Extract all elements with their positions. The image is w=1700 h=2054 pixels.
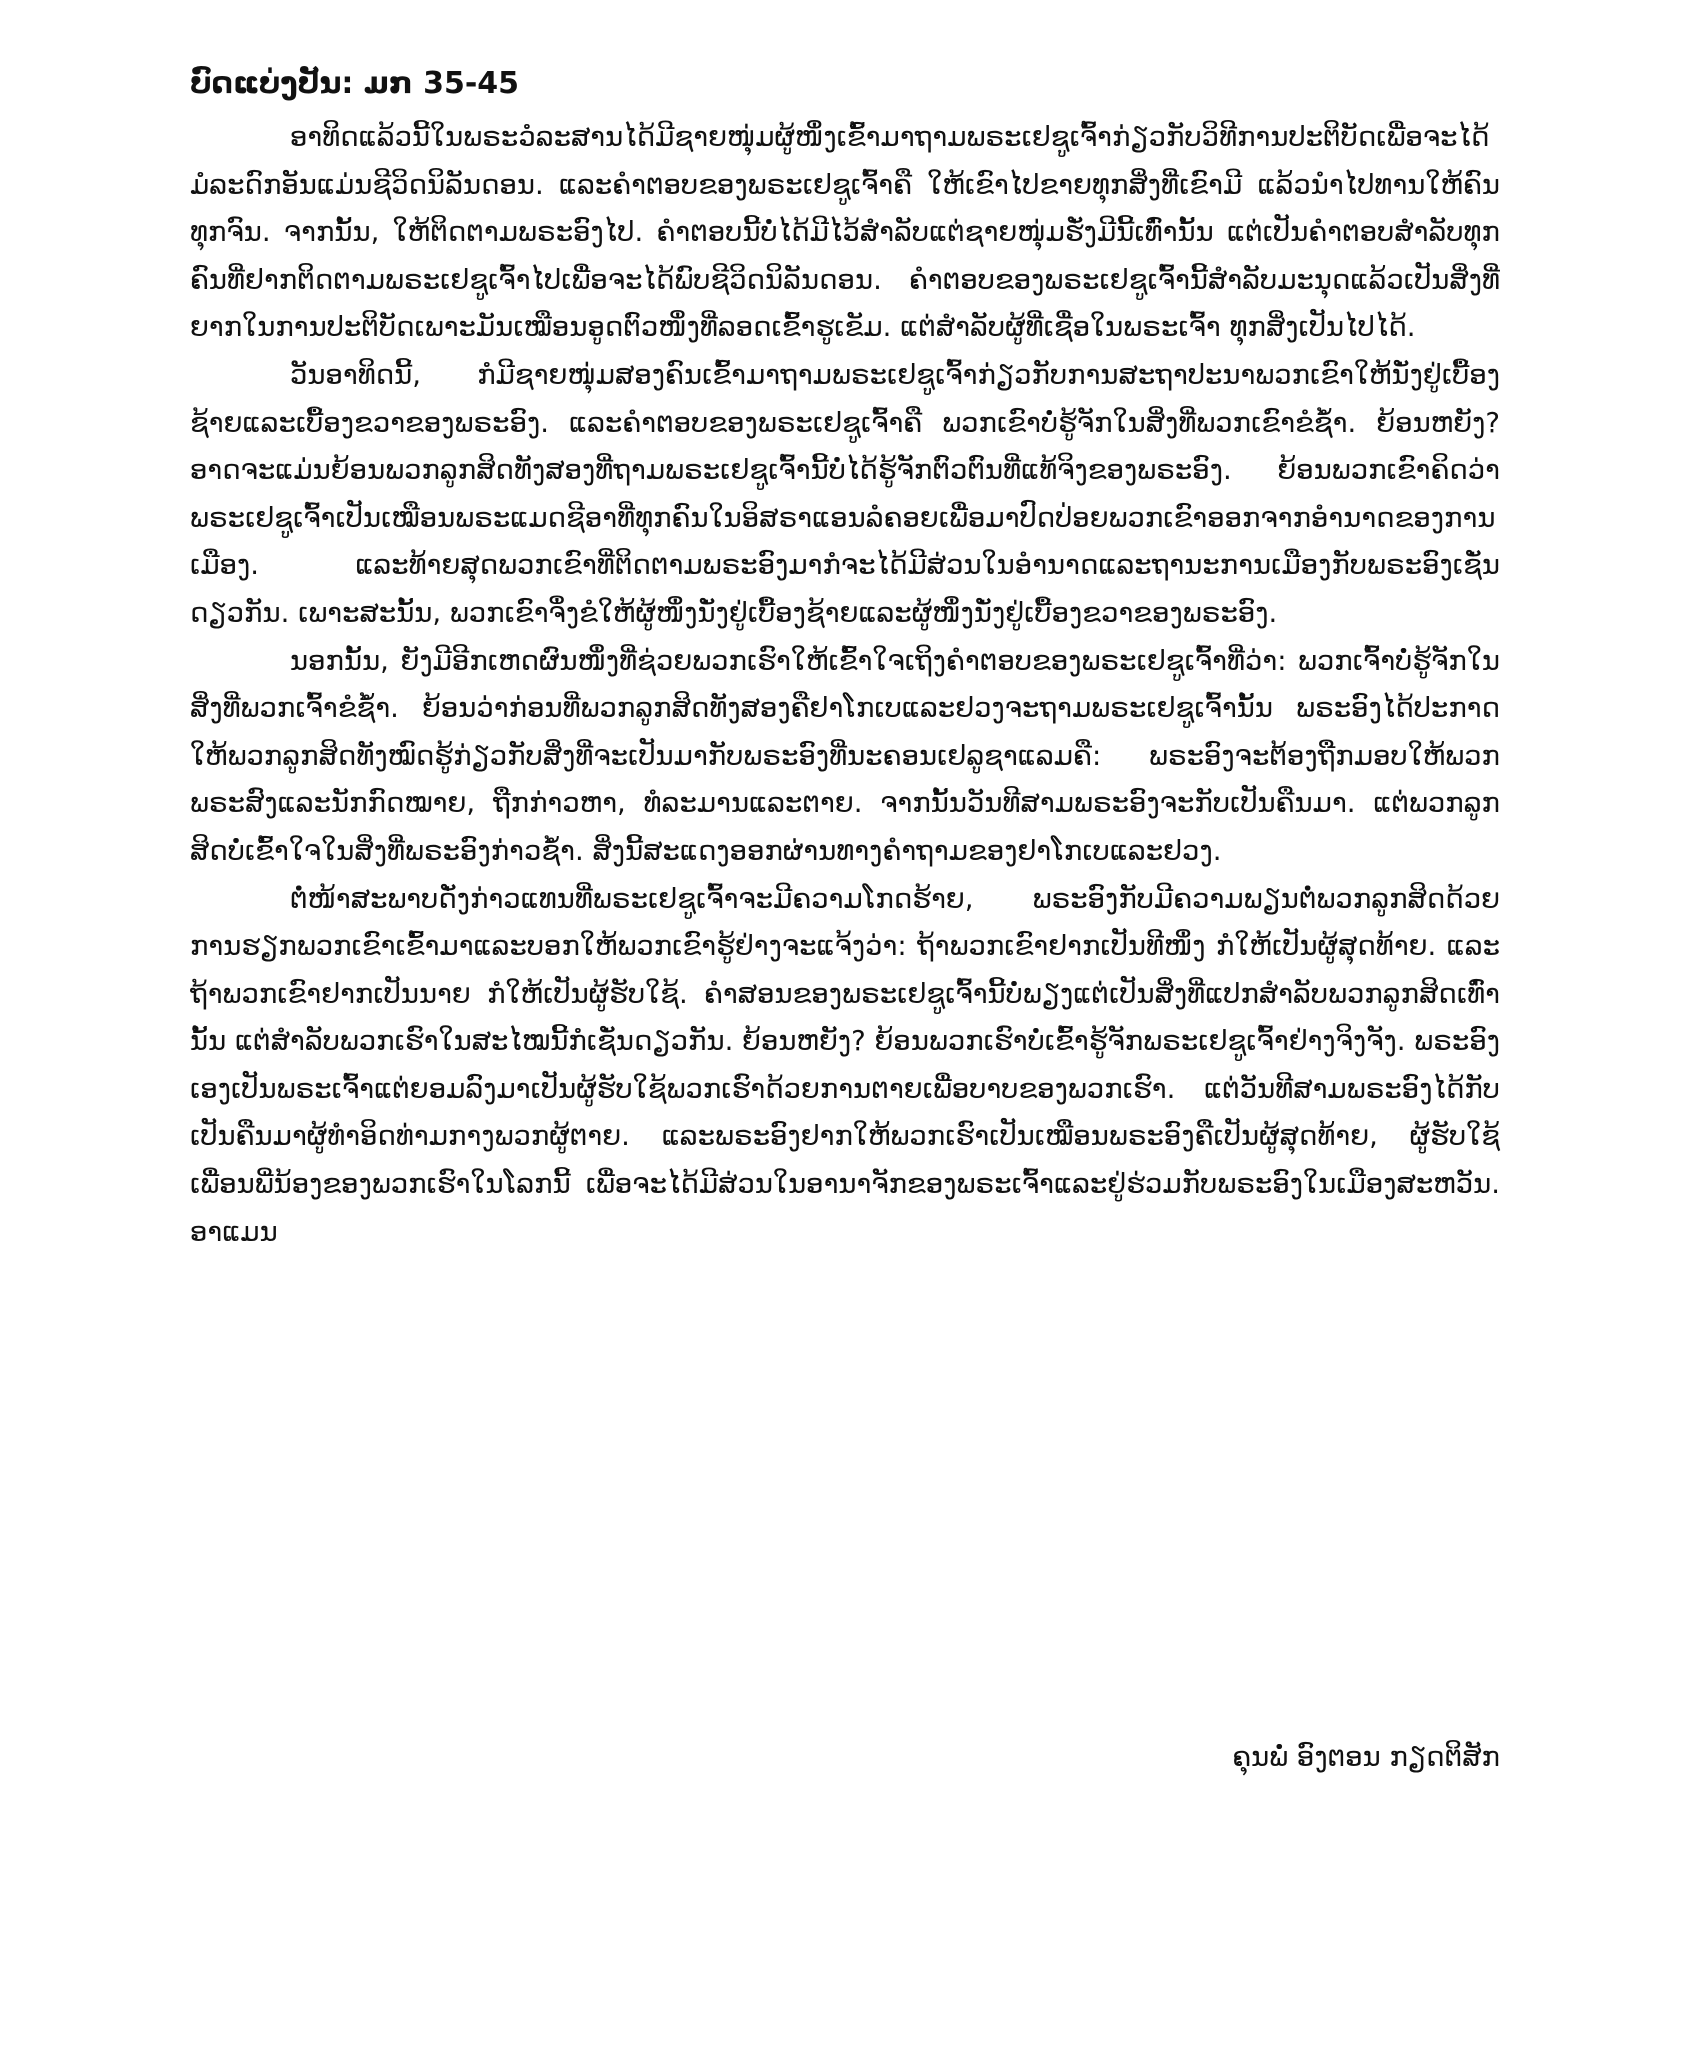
author-signature: ຄຸນພໍ່ ອົງຕອນ ກຽດຕິສັກ <box>1232 1741 1500 1773</box>
document-body <box>190 58 1500 1256</box>
paragraph-1: ອາທິດແລ້ວນີ້ໃນພຣະວໍລະສານໄດ້ມີຊາຍໜຸ່ມຜູ້ໜຶ່ງເຂົ້າມາຖາມພຣະເຢຊູເຈົ້າກ່ຽວກັບວິທີການປະຕິບັດເພື່ອຈະໄດ້ມໍລະດົກອັນແມ່ນຊີວິດນິລັນດອນ. ແລະຄຳຕອບຂອງພຣະເຢຊູເຈົ້າຄື ໃຫ້ເຂົາໄປຂາຍທຸກສິ່ງທີ່ເຂົາມີ ແລ້ວນຳໄປທານໃຫ້ຄົນທຸກຈົນ. ຈາກນັ້ນ, ໃຫ້ຕິດຕາມພຣະອົງໄປ. ຄຳຕອບນີ້ບໍ່ໄດ້ມີໄວ້ສຳລັບແຕ່ຊາຍໜຸ່ມຮັ່ງມີນີ້ເທົ່ານັ້ນ ແຕ່ເປັນຄຳຕອບສຳລັບທຸກຄົນທີ່ຢາກຕິດຕາມພຣະເຢຊູເຈົ້າໄປເພື່ອຈະໄດ້ພົບຊີວິດນິລັນດອນ. ຄຳຕອບຂອງພຣະເຢຊູເຈົ້ານີ້ສຳລັບມະນຸດແລ້ວເປັນສິ່ງທີ່ຍາກໃນການປະຕິບັດເພາະມັນເໝືອນອູດຕົວໜຶ່ງທີ່ລອດເຂົ້າຮູເຂັມ. ແຕ່ສຳລັບຜູ້ທີ່ເຊື່ອໃນພຣະເຈົ້າ ທຸກສິ່ງເປັນໄປໄດ້. <box>190 121 1500 344</box>
paragraph-3: ນອກນັ້ນ, ຍັງມີອີກເຫດຜົນໜຶ່ງທີ່ຊ່ວຍພວກເຮົາໃຫ້ເຂົ້າໃຈເຖິງຄຳຕອບຂອງພຣະເຢຊູເຈົ້າທີ່ວ່າ: ພວກເຈົ້າບໍ່ຮູ້ຈັກໃນສິ່ງທີ່ພວກເຈົ້າຂໍຊ້ຳ. ຍ້ອນວ່າກ່ອນທີ່ພວກລູກສິດທັງສອງຄືຢາໂກເບແລະຢວງຈະຖາມພຣະເຢຊູເຈົ້ານັ້ນ ພຣະອົງໄດ້ປະກາດໃຫ້ພວກລູກສິດທັງໝົດຮູ້ກ່ຽວກັບສິ່ງທີ່ຈະເປັນມາກັບພຣະອົງທີ່ນະຄອນເຢລູຊາແລມຄື: ພຣະອົງຈະຕ້ອງຖືກມອບໃຫ້ພວກພຣະສົງແລະນັກກົດໝາຍ, ຖືກກ່າວຫາ, ທໍລະມານແລະຕາຍ. ຈາກນັ້ນວັນທີສາມພຣະອົງຈະກັບເປັນຄືນມາ. ແຕ່ພວກລູກສິດບໍ່ເຂົ້າໃຈໃນສິ່ງທີ່ພຣະອົງກ່າວຊ້ຳ. ສິ່ງນີ້ສະແດງອອກຜ່ານທາງຄຳຖາມຂອງຢາໂກເບແລະຢວງ. <box>190 644 1500 867</box>
paragraph-4: ຕໍ່ໜ້າສະພາບດັ່ງກ່າວແທນທີ່ພຣະເຢຊູເຈົ້າຈະມີຄວາມໂກດຮ້າຍ, ພຣະອົງກັບມີຄວາມພຽນຕໍ່ພວກລູກສິດດ້ວຍການຮຽກພວກເຂົາເຂົ້າມາແລະບອກໃຫ້ພວກເຂົາຮູ້ຢ່າງຈະແຈ້ງວ່າ: ຖ້າພວກເຂົາຢາກເປັນທີໜຶ່ງ ກໍໃຫ້ເປັນຜູ້ສຸດທ້າຍ. ແລະຖ້າພວກເຂົາຢາກເປັນນາຍ ກໍໃຫ້ເປັນຜູ້ຮັບໃຊ້. ຄຳສອນຂອງພຣະເຢຊູເຈົ້ານີ້ບໍ່ພຽງແຕ່ເປັນສິ່ງທີ່ແປກສຳລັບພວກລູກສິດເທົ່ານັ້ນ ແຕ່ສຳລັບພວກເຮົາໃນສະໄໝນີ້ກໍເຊັ່ນດຽວກັນ. ຍ້ອນຫຍັງ? ຍ້ອນພວກເຮົາບໍ່ເຂົ້າຮູ້ຈັກພຣະເຢຊູເຈົ້າຢ່າງຈິງຈັງ. ພຣະອົງເອງເປັນພຣະເຈົ້າແຕ່ຍອມລົງມາເປັນຜູ້ຮັບໃຊ້ພວກເຮົາດ້ວຍການຕາຍເພື່ອບາບຂອງພວກເຮົາ. ແຕ່ວັນທີສາມພຣະອົງໄດ້ກັບເປັນຄືນມາຜູ້ທຳອິດທ່າມກາງພວກຜູ້ຕາຍ. ແລະພຣະອົງຢາກໃຫ້ພວກເຮົາເປັນເໝືອນພຣະອົງຄືເປັນຜູ້ສຸດທ້າຍ, ຜູ້ຮັບໃຊ້ເພື່ອນພີ່ນ້ອງຂອງພວກເຮົາໃນໂລກນີ້ ເພື່ອຈະໄດ້ມີສ່ວນໃນອານາຈັກຂອງພຣະເຈົ້າແລະຢູ່ຮ່ວມກັບພຣະອົງໃນເມືອງສະຫວັນ. ອາແມນ <box>190 882 1500 1248</box>
paragraph-2: ວັນອາທິດນີ້, ກໍມີຊາຍໜຸ່ມສອງຄົນເຂົ້າມາຖາມພຣະເຢຊູເຈົ້າກ່ຽວກັບການສະຖາປະນາພວກເຂົາໃຫ້ນັ່ງຢູ່ເບື້ອງຊ້າຍແລະເບື້ອງຂວາຂອງພຣະອົງ. ແລະຄຳຕອບຂອງພຣະເຢຊູເຈົ້າຄື ພວກເຂົາບໍ່ຮູ້ຈັກໃນສິ່ງທີ່ພວກເຂົາຂໍຊ້ຳ. ຍ້ອນຫຍັງ? ອາດຈະແມ່ນຍ້ອນພວກລູກສິດທັງສອງທີ່ຖາມພຣະເຢຊູເຈົ້ານີ້ບໍ່ໄດ້ຮູ້ຈັກຕົວຕົນທີ່ແທ້ຈິງຂອງພຣະອົງ. ຍ້ອນພວກເຂົາຄິດວ່າ ພຣະເຢຊູເຈົ້າເປັນເໝືອນພຣະແມດຊີອາທີ່ທຸກຄົນໃນອິສຣາແອນລໍຄອຍເພື່ອມາປົດປ່ອຍພວກເຂົາອອກຈາກອຳນາດຂອງການເມືອງ. ແລະທ້າຍສຸດພວກເຂົາທີ່ຕິດຕາມພຣະອົງມາກໍຈະໄດ້ມີສ່ວນໃນອຳນາດແລະຖານະການເມືອງກັບພຣະອົງເຊັ່ນດຽວກັນ. ເພາະສະນັ້ນ, ພວກເຂົາຈຶ່ງຂໍໃຫ້ຜູ້ໜຶ່ງນັ່ງຢູ່ເບື້ອງຊ້າຍແລະຜູ້ໜຶ່ງນັ່ງຢູ່ເບື້ອງຂວາຂອງພຣະອົງ. <box>190 358 1500 629</box>
page-title: ບົດແບ່ງປັນ: ມກ 35-45 <box>190 66 520 101</box>
